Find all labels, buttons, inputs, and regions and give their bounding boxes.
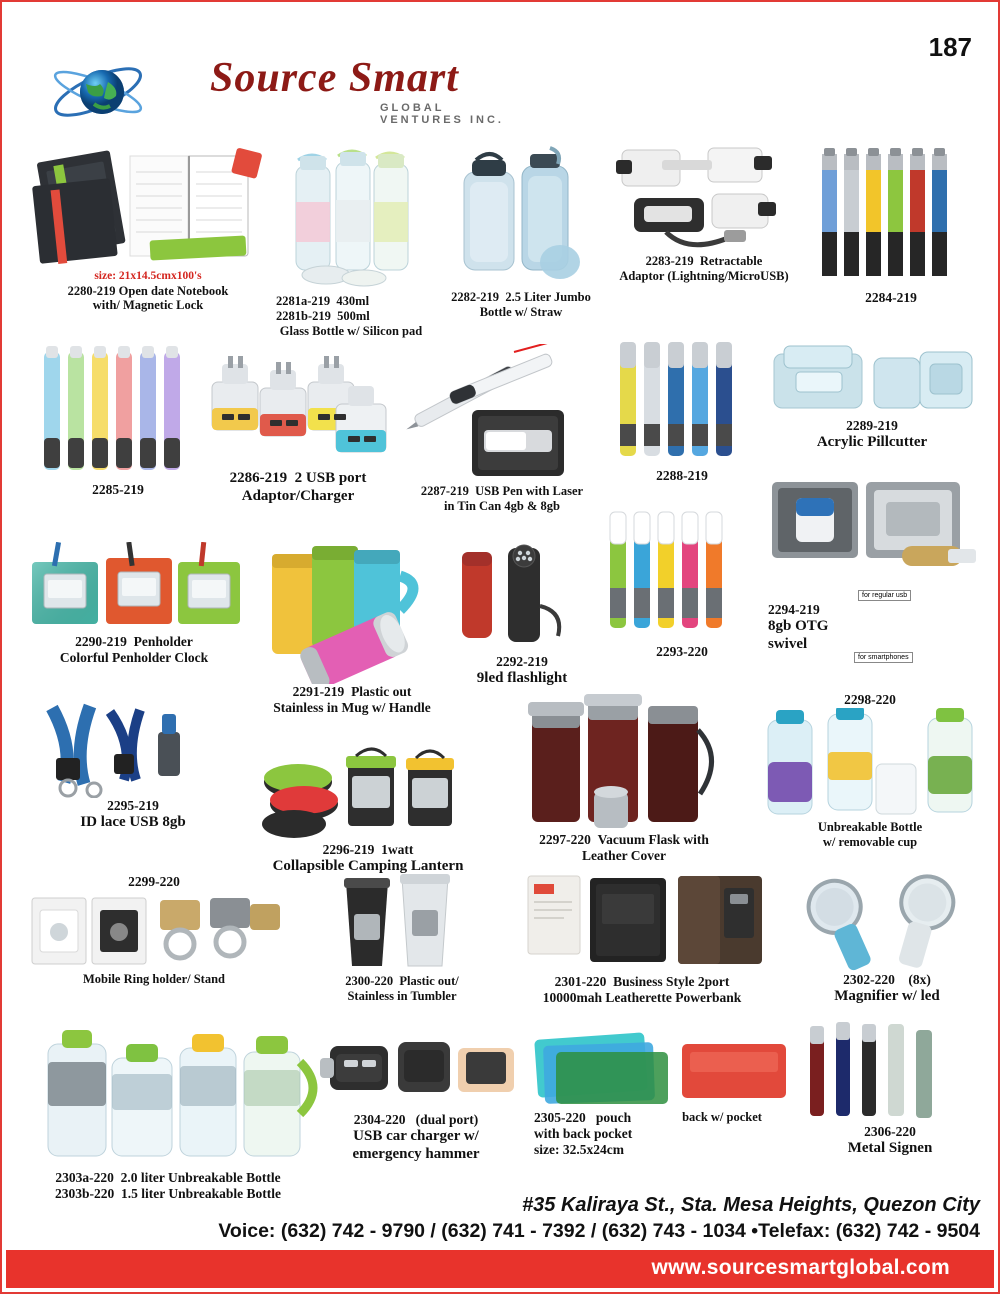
- product-2282-name2: Bottle w/ Straw: [479, 304, 563, 319]
- product-2297: [502, 692, 746, 864]
- product-2303-image: [18, 1022, 318, 1170]
- product-2298-name: Unbreakable Bottle: [817, 819, 923, 834]
- product-2294-image: [762, 472, 994, 602]
- product-2295-image: [28, 702, 238, 798]
- product-2300-image: [302, 874, 502, 974]
- product-2293: [592, 502, 772, 660]
- product-2287-name2: in Tin Can 4gb & 8gb: [444, 498, 560, 513]
- product-2296: [252, 742, 484, 876]
- product-2286-name2: Adaptor/Charger: [241, 487, 355, 504]
- product-2305-code: 2305-220 pouch: [534, 1110, 632, 1125]
- product-2296-code: 2296-219 1watt: [322, 842, 414, 857]
- product-2293-code: 2293-220: [656, 644, 708, 659]
- product-2297-name2: Leather Cover: [581, 847, 667, 863]
- product-2303: [18, 1022, 318, 1202]
- product-2282-code: 2282-219 2.5 Liter Jumbo: [451, 290, 591, 304]
- product-2291: [246, 532, 458, 716]
- product-2291-name2: Stainless in Mug w/ Handle: [273, 699, 431, 715]
- product-2286: [198, 342, 398, 505]
- product-2292: [442, 542, 602, 688]
- product-2305: [522, 1022, 794, 1158]
- product-2294-tag-regular: for regular usb: [858, 590, 911, 601]
- product-2304-name2: emergency hammer: [352, 1145, 480, 1162]
- product-2289-name: Acrylic Pillcutter: [816, 433, 928, 450]
- product-2284-image: [808, 142, 974, 290]
- globe-icon: [50, 58, 122, 124]
- brand-logo: [50, 54, 510, 130]
- product-2284-code: 2284-219: [865, 290, 917, 305]
- product-2300: [302, 874, 502, 1004]
- product-2290-image: [22, 542, 246, 634]
- product-2281-code-b: 2281b-219 500ml: [276, 308, 370, 323]
- product-2292-code: 2292-219: [496, 654, 548, 669]
- product-2288-image: [602, 336, 762, 468]
- product-2305-image: [522, 1022, 794, 1110]
- product-2305-name2: with back pocket: [534, 1125, 633, 1141]
- product-2289-code: 2289-219: [846, 418, 898, 433]
- product-2288-code: 2288-219: [656, 468, 708, 483]
- product-2293-image: [592, 502, 772, 644]
- product-2294-tag-smartphone: for smartphones: [854, 652, 913, 663]
- product-2280-name2: with/ Magnetic Lock: [92, 298, 204, 313]
- product-2281: [268, 142, 434, 338]
- product-2282: [438, 142, 604, 320]
- product-2294-name2: swivel: [768, 635, 808, 652]
- product-2287: [394, 344, 610, 514]
- product-2299: [22, 874, 286, 987]
- product-2304: [308, 1028, 524, 1163]
- product-2296-name2: Collapsible Camping Lantern: [272, 857, 464, 874]
- footer-website[interactable]: www.sourcesmartglobal.com: [651, 1256, 950, 1279]
- product-2292-image: [442, 542, 602, 654]
- product-2298-name2: w/ removable cup: [822, 834, 918, 849]
- product-2281-name: Glass Bottle w/ Silicon pad: [279, 323, 423, 338]
- product-2303-code-a: 2303a-220 2.0 liter Unbreakable Bottle: [55, 1170, 281, 1185]
- product-2303-code-b: 2303b-220 1.5 liter Unbreakable Bottle: [54, 1185, 281, 1201]
- product-2280: [30, 142, 266, 313]
- product-2301-image: [502, 870, 782, 974]
- product-2284: [808, 142, 974, 306]
- brand-name: Source Smart: [210, 55, 459, 101]
- product-2289-image: [762, 338, 982, 418]
- product-2283-code: 2283-219 Retractable: [645, 254, 763, 268]
- product-2283-name2: Adaptor (Lightning/MicroUSB): [619, 268, 789, 283]
- product-2280-image: [30, 142, 266, 270]
- product-2298-image: [750, 708, 990, 820]
- product-2304-image: [308, 1028, 524, 1112]
- product-2283: [604, 142, 804, 284]
- product-2281-image: [268, 142, 434, 294]
- product-2285-code: 2285-219: [92, 482, 144, 497]
- product-2298: [750, 692, 990, 849]
- product-2298-code: 2298-220: [844, 692, 896, 707]
- product-2301: [502, 870, 782, 1006]
- product-2291-code: 2291-219 Plastic out: [292, 684, 412, 699]
- product-2306-code: 2306-220: [864, 1124, 916, 1139]
- product-2302-image: [784, 868, 990, 972]
- product-2285-image: [28, 342, 208, 482]
- product-2306-name: Metal Signen: [847, 1139, 933, 1156]
- product-2304-code: 2304-220 (dual port): [353, 1112, 479, 1127]
- product-2304-name: USB car charger w/: [353, 1127, 479, 1144]
- product-2295-name: ID lace USB 8gb: [80, 813, 186, 830]
- product-2281-code-a: 2281a-219 430ml: [276, 294, 370, 308]
- product-2294-name: 8gb OTG: [768, 617, 829, 634]
- product-2283-image: [604, 142, 804, 254]
- product-2299-code: 2299-220: [128, 874, 180, 889]
- product-2285: [28, 342, 208, 498]
- product-2299-name: Mobile Ring holder/ Stand: [82, 971, 226, 986]
- product-2306-image: [792, 1020, 988, 1124]
- product-2286-code: 2286-219 2 USB port: [229, 470, 367, 486]
- product-2292-name: 9led flashlight: [476, 669, 568, 686]
- product-2306: [792, 1020, 988, 1158]
- product-2295: [28, 702, 238, 832]
- product-2286-image: [198, 342, 398, 470]
- product-2297-code: 2297-220 Vacuum Flask with: [539, 832, 709, 847]
- product-2290-code: 2290-219 Penholder: [75, 634, 193, 649]
- product-2302: [784, 868, 990, 1006]
- product-2301-code: 2301-220 Business Style 2port: [554, 974, 730, 989]
- product-2297-image: [502, 692, 746, 832]
- product-2295-code: 2295-219: [107, 798, 159, 813]
- product-2299-image: [22, 890, 286, 972]
- page-number: 187: [928, 32, 972, 62]
- product-2294: [762, 472, 994, 653]
- footer-contact: Voice: (632) 742 - 9790 / (632) 741 - 7392 / (632) 743 - 1034 •Telefax: (632) 742 - 9504: [218, 1220, 980, 1242]
- footer-address: #35 Kaliraya St., Sta. Mesa Heights, Quezon City: [522, 1194, 980, 1216]
- product-2294-code: 2294-219: [768, 602, 820, 617]
- product-2290: [22, 542, 246, 666]
- product-2282-image: [438, 142, 604, 290]
- product-2290-name2: Colorful Penholder Clock: [59, 649, 209, 665]
- brand-subtitle: GLOBAL VENTURES INC.: [380, 102, 504, 126]
- product-2300-name2: Stainless in Tumbler: [347, 988, 457, 1003]
- product-2300-code: 2300-220 Plastic out/: [345, 974, 459, 988]
- product-2280-size: size: 21x14.5cmx100's: [94, 270, 202, 282]
- product-2289: [762, 338, 982, 452]
- product-2302-code: 2302-220 (8x): [843, 972, 931, 987]
- product-2301-name2: 10000mah Leatherette Powerbank: [542, 989, 742, 1005]
- product-2291-image: [246, 532, 458, 684]
- product-2296-image: [252, 742, 484, 842]
- product-2280-code: 2280-219 Open date Notebook: [67, 283, 229, 298]
- product-2305-name3: size: 32.5x24cm: [534, 1141, 624, 1157]
- product-2302-name: Magnifier w/ led: [834, 987, 940, 1004]
- product-2305-note: back w/ pocket: [682, 1110, 762, 1124]
- product-2287-image: [394, 344, 610, 484]
- product-2288: [602, 336, 762, 484]
- product-2287-code: 2287-219 USB Pen with Laser: [420, 484, 584, 498]
